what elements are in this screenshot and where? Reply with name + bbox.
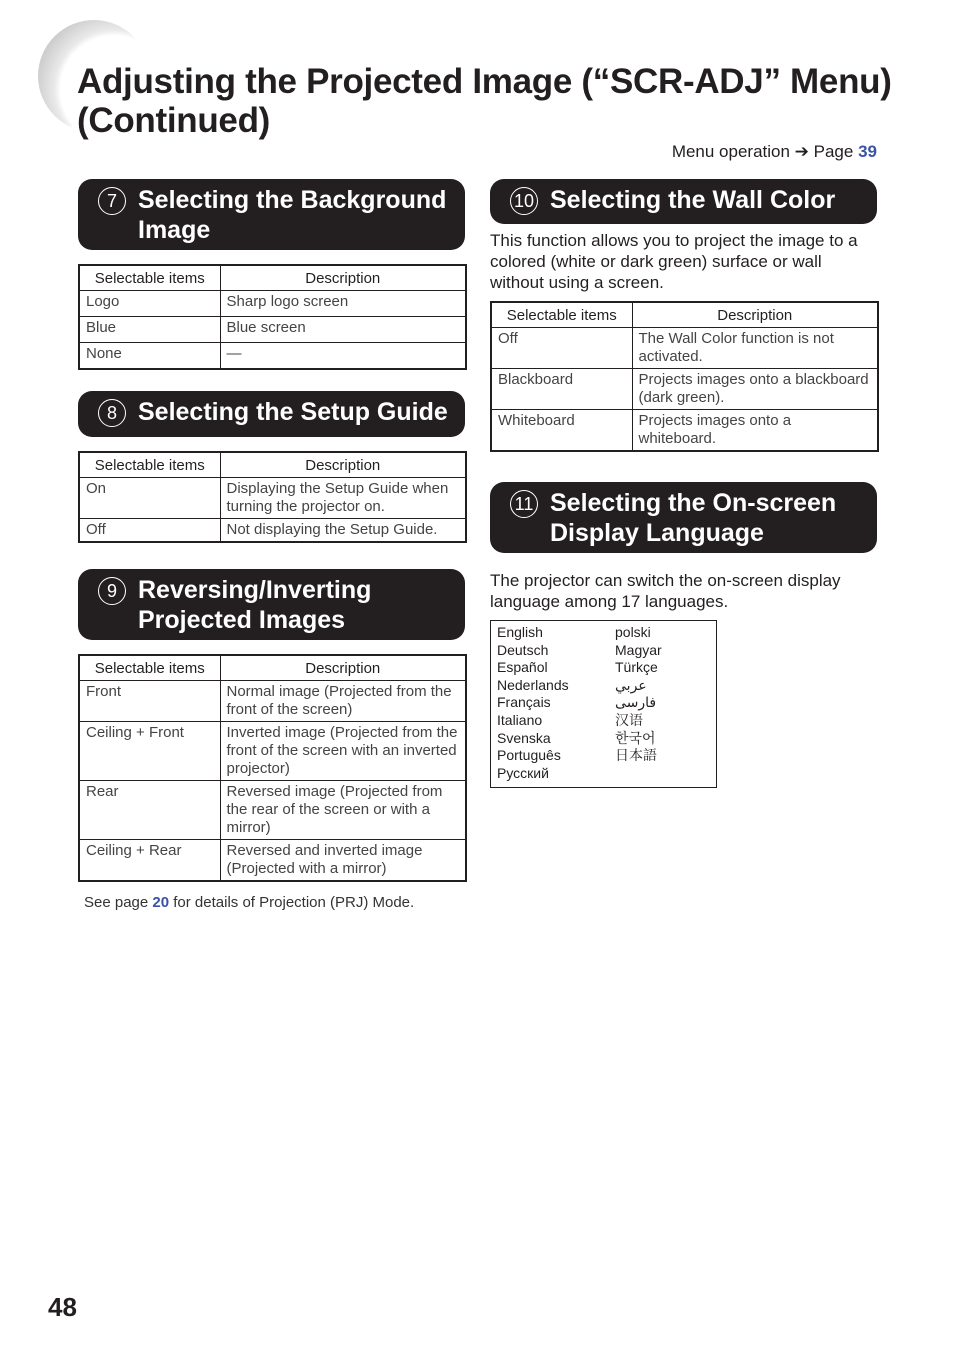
cell-description: Reversed image (Projected from the rear of the screen or with a mirror) [220,781,466,840]
wall-color-table [490,301,879,452]
table-row [79,722,466,781]
language-intro: The projector can switch the on-screen display language among 17 languages. [490,571,841,611]
table-row [491,410,878,452]
table-row [79,291,466,317]
language-item: Svenska [497,729,551,746]
wall-color-intro: This function allows you to project the image to a colored (white or dark green) surface or wall without using a screen. [490,231,858,292]
table-header-items: Selectable items [79,655,220,681]
table-header-items: Selectable items [491,302,632,328]
cell-description: Not displaying the Setup Guide. [220,519,466,543]
cell-item: Ceiling + Front [79,722,220,781]
table-row [79,681,466,722]
cell-description: Sharp logo screen [220,291,466,317]
table-header-items: Selectable items [79,265,220,291]
section-number-badge: 11 [510,490,538,518]
cell-item: None [79,343,220,369]
language-item: polski [615,624,651,640]
table-header-items: Selectable items [79,452,220,478]
projection-mode-note [84,894,414,911]
language-item: Magyar [615,641,662,658]
language-item: Español [497,659,548,676]
language-item: 日本語 [615,747,657,764]
background-image-table [78,264,467,370]
cell-item: Ceiling + Rear [79,840,220,882]
section-header-reversing [78,569,465,640]
table-row [491,369,878,410]
language-column-1 [497,624,615,784]
reversing-table [78,654,467,882]
section-number-badge: 7 [98,187,126,215]
section-title: Selecting the Wall Color [550,186,836,214]
cell-description: The Wall Color function is not activated. [632,328,878,369]
cell-item: On [79,478,220,519]
cell-description: Projects images onto a blackboard (dark green). [632,369,878,410]
cell-item: Front [79,681,220,722]
section-title: Selecting the Setup Guide [138,398,448,426]
table-row [79,840,466,882]
cell-item: Blue [79,317,220,343]
language-list-box [490,620,717,788]
table-header-description: Description [632,302,878,328]
setup-guide-table [78,451,467,543]
language-item: Deutsch [497,641,549,658]
cell-description: Projects images onto a whiteboard. [632,410,878,452]
cell-description: Reversed and inverted image (Projected with a mirror) [220,840,466,882]
cell-description: Inverted image (Projected from the front of the screen with an inverted projector) [220,722,466,781]
table-row [79,781,466,840]
table-row [79,317,466,343]
note-suffix: for details of Projection (PRJ) Mode. [169,894,415,911]
table-row [79,519,466,543]
language-item: Français [497,694,551,711]
table-row [79,343,466,369]
language-item: عربي [615,676,647,693]
section-title: Selecting the Background Image [138,186,447,244]
language-item: English [497,624,543,640]
section-number-badge: 9 [98,577,126,605]
language-item: Türkçe [615,659,658,676]
language-item: فارسی [615,694,657,711]
table-row [491,328,878,369]
cell-item: Whiteboard [491,410,632,452]
page-title-line-1: Adjusting the Projected Image (“SCR-ADJ” Menu) [77,62,892,101]
table-header-description: Description [220,655,466,681]
language-item: 한국어 [615,729,656,746]
table-header-description: Description [220,265,466,291]
menu-operation-reference [672,142,877,162]
section-number-badge: 10 [510,187,538,215]
cell-item: Off [491,328,632,369]
table-row [79,478,466,519]
language-item: Русский [497,764,549,781]
cell-description: — [220,343,466,369]
table-header-description: Description [220,452,466,478]
cell-item: Blackboard [491,369,632,410]
language-column-2 [615,624,662,784]
section-title: Reversing/Inverting Projected Images [138,576,372,634]
language-item: Nederlands [497,676,569,693]
note-prefix: See page [84,894,153,911]
menu-operation-page-link[interactable]: 39 [858,142,877,161]
section-header-language [490,482,877,553]
note-page-link[interactable]: 20 [152,894,170,911]
language-item: 汉语 [615,711,643,728]
cell-description: Normal image (Projected from the front of the screen) [220,681,466,722]
section-title: Selecting the On-screen Display Language [550,489,837,547]
cell-item: Logo [79,291,220,317]
section-header-setup-guide [78,391,465,437]
section-number-badge: 8 [98,399,126,427]
cell-item: Off [79,519,220,543]
menu-operation-text: Menu operation ➔ Page [671,142,859,161]
page-title [77,62,907,140]
language-item: Italiano [497,711,543,728]
page-number: 48 [48,1292,77,1322]
section-header-background-image [78,179,465,250]
cell-description: Displaying the Setup Guide when turning the projector on. [220,478,466,519]
cell-item: Rear [79,781,220,840]
section-header-wall-color [490,179,877,224]
language-item: Português [497,747,561,764]
page-title-line-2: (Continued) [77,101,271,140]
cell-description: Blue screen [220,317,466,343]
